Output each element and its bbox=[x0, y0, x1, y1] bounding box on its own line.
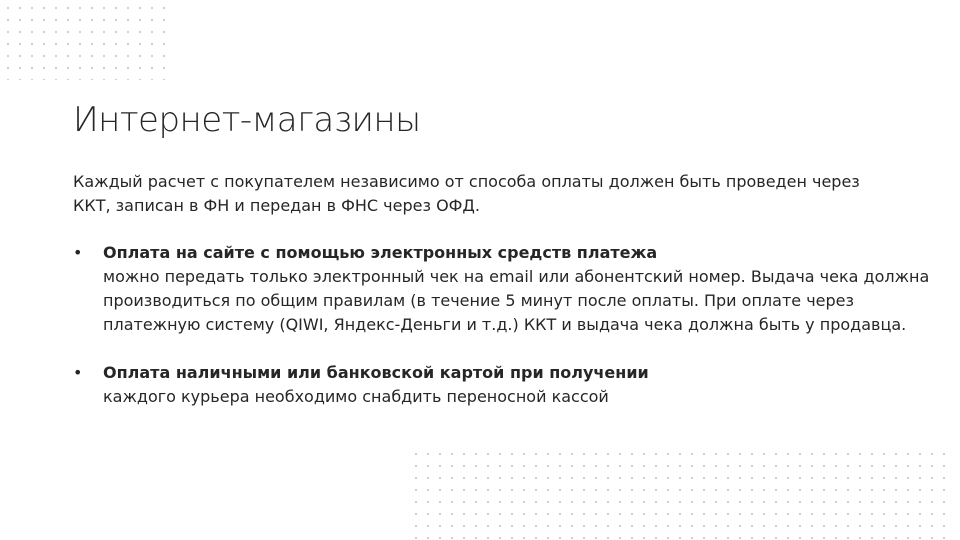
bullet-heading: Оплата наличными или банковской картой при получении bbox=[103, 363, 649, 382]
bullet-list bbox=[73, 241, 933, 409]
bullet-marker: • bbox=[73, 363, 83, 382]
bullet-marker: • bbox=[73, 243, 83, 262]
slide-title: Интернет-магазины bbox=[73, 100, 421, 140]
bullet-body: можно передать только электронный чек на email или абонентский номер. Выдача чека должна производиться по общим правилам (в течение 5 минут после оплаты. При оплате через платежную систему (QIWI, Яндекс-Деньги и т.д.) ККТ и выдача чека должна быть у продавца. bbox=[103, 267, 930, 334]
decorative-dot-pattern-bottom-right bbox=[408, 446, 948, 540]
bullet-body: каждого курьера необходимо снабдить переносной кассой bbox=[103, 387, 609, 406]
list-item bbox=[73, 361, 933, 409]
intro-paragraph: Каждый расчет с покупателем независимо от способа оплаты должен быть проведен через ККТ, записан в ФН и передан в ФНС через ОФД. bbox=[73, 172, 860, 215]
list-item bbox=[73, 241, 933, 337]
decorative-dot-pattern-top-left bbox=[0, 0, 168, 80]
bullet-heading: Оплата на сайте с помощью электронных средств платежа bbox=[103, 243, 658, 262]
